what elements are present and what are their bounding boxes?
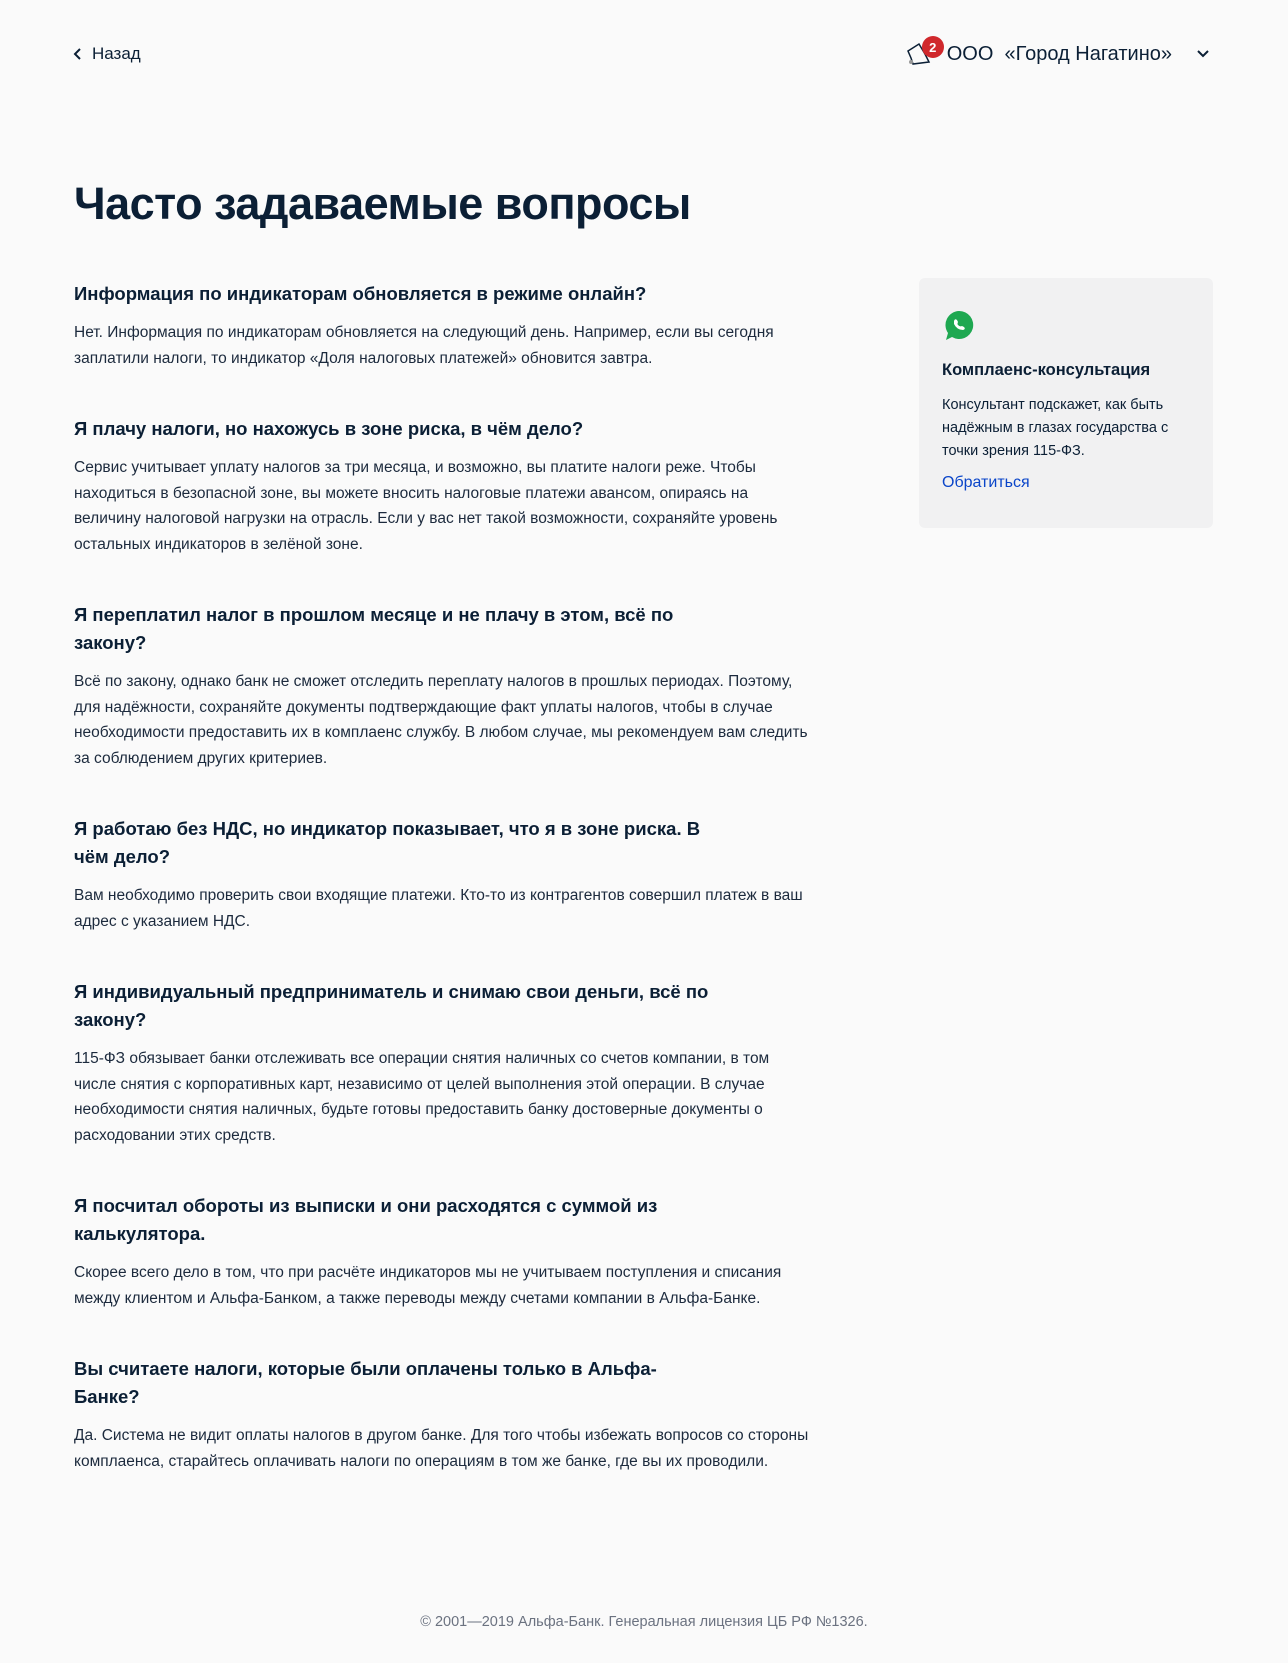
card-text: Консультант подскажет, как быть надёжным в глазах государства с точки зрения 115-ФЗ. <box>942 397 1169 459</box>
faq-question: Я посчитал обороты из выписки и они расходятся с суммой из калькулятора. <box>74 1195 658 1244</box>
org-name: ООО «Город Нагатино» <box>946 42 1172 65</box>
chevron-down-icon <box>1196 49 1210 59</box>
faq-answer: Нет. Информация по индикаторам обновляется на следующий день. Например, если вы сегодня заплатили налоги, то индикатор «Доля налоговых платежей» обновится завтра. <box>74 324 774 367</box>
consultation-card <box>919 278 1213 528</box>
faq-question: Вы считаете налоги, которые были оплачены только в Альфа-Банке? <box>74 1358 657 1407</box>
org-switcher[interactable] <box>905 40 1210 68</box>
faq-item <box>74 415 814 557</box>
faq-item <box>74 601 814 771</box>
phone-chat-icon <box>942 308 976 342</box>
chevron-left-icon <box>72 47 84 61</box>
faq-item <box>74 815 814 934</box>
contact-link[interactable]: Обратиться <box>942 474 1030 491</box>
faq-item <box>74 978 814 1148</box>
faq-answer: Всё по закону, однако банк не сможет отследить переплату налогов в прошлых периодах. Поэтому, для надёжности, сохраняйте документы подтверждающие факт уплаты налогов, чтобы в случае необходимости предоставить их в комплаенс службу. В любом случае, мы рекомендуем вам следить за соблюдением других критериев. <box>74 673 808 767</box>
faq-item <box>74 1355 814 1474</box>
back-label: Назад <box>92 44 141 63</box>
faq-item <box>74 1192 814 1311</box>
faq-answer: 115-ФЗ обязывает банки отслеживать все операции снятия наличных со счетов компании, в том числе снятия с корпоративных карт, независимо от целей выполнения этой операции. В случае необходимости снятия наличных, будьте готовы предоставить банку достоверные документы о расходовании этих средств. <box>74 1050 770 1144</box>
faq-question: Я плачу налоги, но нахожусь в зоне риска, в чём дело? <box>74 418 584 439</box>
notifications-button[interactable] <box>905 39 937 68</box>
card-title: Комплаенс-консультация <box>942 361 1151 379</box>
faq-item <box>74 280 814 371</box>
faq-question: Я работаю без НДС, но индикатор показывает, что я в зоне риска. В чём дело? <box>74 818 701 867</box>
faq-answer: Сервис учитывает уплату налогов за три месяца, и возможно, вы платите налоги реже. Чтобы находиться в безопасной зоне, вы можете вносить налоговые платежи авансом, опираясь на величину налоговой нагрузки на отрасль. Если у вас нет такой возможности, сохраняйте уровень остальных индикаторов в зелёной зоне. <box>74 459 778 553</box>
faq-list <box>74 280 814 1518</box>
page-title: Часто задаваемые вопросы <box>74 178 691 229</box>
faq-question: Я переплатил налог в прошлом месяце и не плачу в этом, всё по закону? <box>74 604 674 653</box>
back-link[interactable] <box>72 44 141 64</box>
faq-question: Информация по индикаторам обновляется в режиме онлайн? <box>74 283 647 304</box>
faq-answer: Да. Система не видит оплаты налогов в другом банке. Для того чтобы избежать вопросов со стороны комплаенса, старайтесь оплачивать налоги по операциям в том же банке, где вы их проводили. <box>74 1427 809 1470</box>
notification-badge: 2 <box>922 36 944 58</box>
faq-answer: Скорее всего дело в том, что при расчёте индикаторов мы не учитываем поступления и списания между клиентом и Альфа-Банком, а также переводы между счетами компании в Альфа-Банке. <box>74 1264 782 1307</box>
footer-copyright: © 2001—2019 Альфа-Банк. Генеральная лицензия ЦБ РФ №1326. <box>420 1614 868 1630</box>
faq-answer: Вам необходимо проверить свои входящие платежи. Кто-то из контрагентов совершил платеж в ваш адрес с указанием НДС. <box>74 887 803 930</box>
faq-question: Я индивидуальный предприниматель и снимаю свои деньги, всё по закону? <box>74 981 709 1030</box>
